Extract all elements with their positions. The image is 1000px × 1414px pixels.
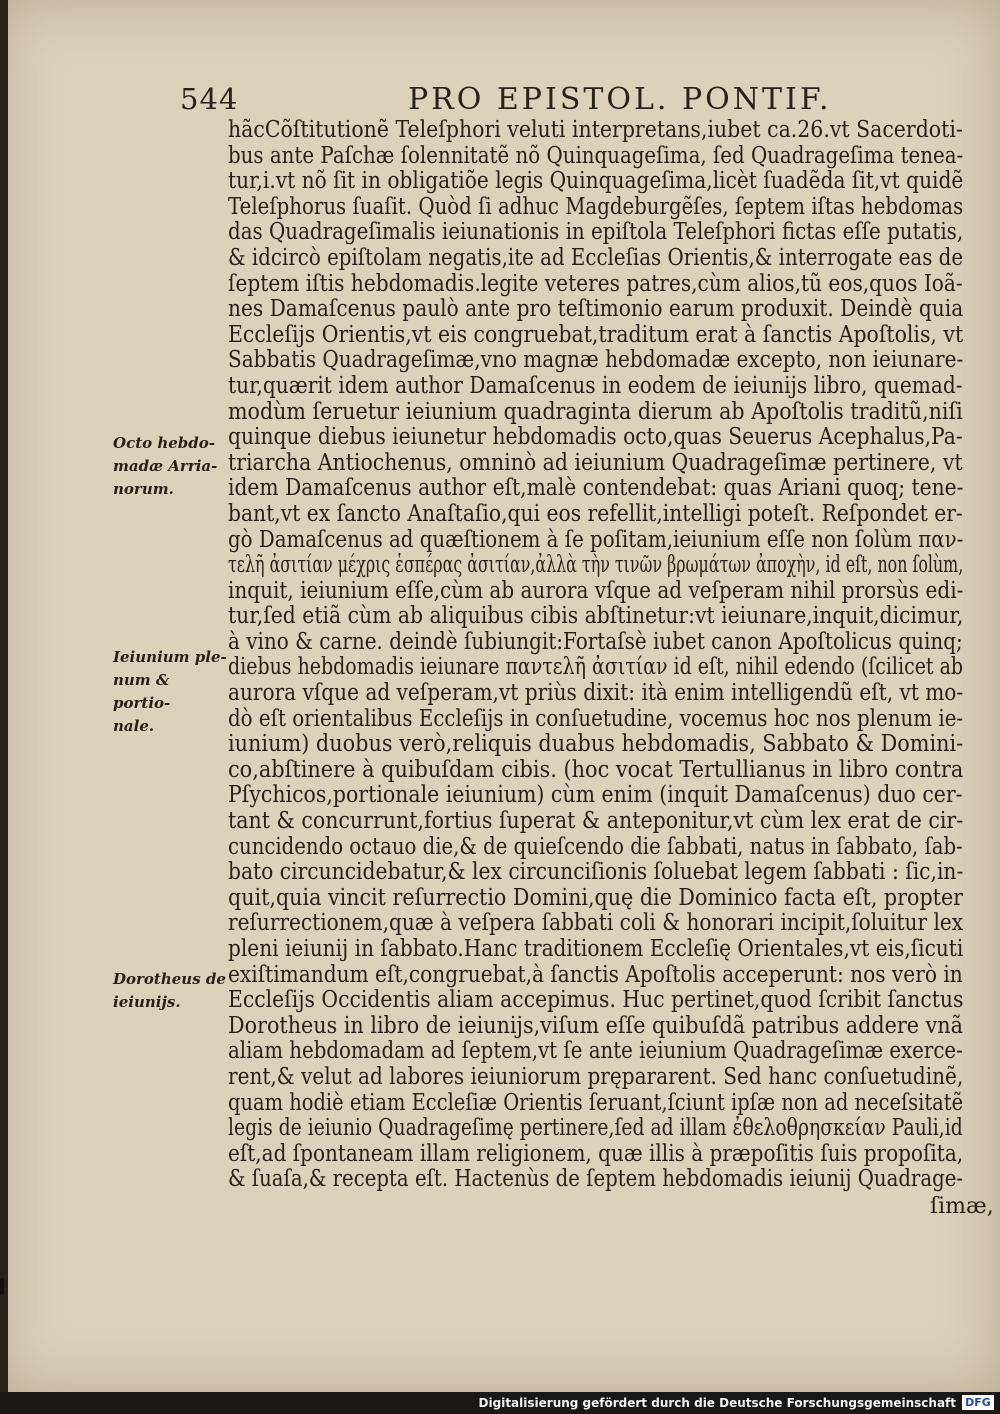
dfg-logo: DFG: [962, 1395, 994, 1410]
marginal-note-line: madæ Arria-: [113, 457, 218, 475]
text-line: Sabbatis Quadrageſimæ,vno magnæ hebdomadæ excepto, non ieiunare-: [228, 348, 963, 374]
text-line: quit,quia vincit reſurrectio Domini,quę die Dominico facta eſt, propter: [228, 885, 963, 911]
text-line: reſurrectionem,quæ à veſpera ſabbati coli & honorari incipit,ſoluitur lex: [228, 911, 963, 937]
text-line: & ſuaſa,& recepta eſt. Hactenùs de ſeptem hebdomadis ieiunij Quadrage-: [228, 1167, 963, 1193]
text-line: Teleſphorus ſuaſit. Quòd ſi adhuc Magdeburgẽſes, ſeptem iſtas hebdomas: [228, 194, 963, 220]
text-line: & idcircò epiſtolam negatis,ite ad Eccleſias Orientis,& interrogate eas de: [228, 245, 963, 271]
marginal-note-line: ieiunijs.: [113, 993, 181, 1011]
text-line: eſt,ad ſpontaneam illam religionem, quæ illis à præpoſitis ſuis propoſita,: [228, 1141, 963, 1167]
text-line: τελῆ ἀσιτίαν μέχρις ἑσπέρας ἀσιτίαν,ἀλλὰ τὴν τινῶν βρωμάτων ἀποχὴν, id eſt, non ſolùm,: [228, 553, 963, 579]
text-line: cuncidendo octauo die,& de quieſcendo die ſabbati, natus in ſabbato, ſab-: [228, 834, 963, 860]
text-line: dò eſt orientalibus Eccleſijs in conſuetudine, vocemus hoc nos plenum ie-: [228, 706, 963, 732]
text-line: exiſtimandum eſt,congruebat,à ſanctis Apoſtolis acceperunt: nos verò in: [228, 962, 963, 988]
marginal-note-line: nale.: [113, 717, 155, 735]
text-line: bant,vt ex ſancto Anaſtaſio,qui eos refellit,intelligi poteſt. Reſpondet er-: [228, 501, 963, 527]
text-line: tur,ſed etiã cùm ab aliquibus cibis abſtinetur:vt ieiunare,inquit,dicimur,: [228, 604, 963, 630]
text-line: Eccleſijs Occidentis aliam accepimus. Huc pertinet,quod ſcribit ſanctus: [228, 988, 963, 1014]
marginal-note-line: Octo hebdo-: [113, 434, 216, 452]
text-line: Pſychicos,portionale ieiunium) cùm enim (inquit Damaſcenus) duo cer-: [228, 783, 963, 809]
catchword: ſimæ,: [930, 1194, 994, 1219]
marginal-note-octo-hebdomadae: [113, 432, 231, 501]
text-line: iunium) duobus verò,reliquis duabus hebdomadis, Sabbato & Domini-: [228, 732, 963, 758]
text-line: idem Damaſcenus author eſt,malè contendebat: quas Ariani quoq; tene-: [228, 476, 963, 502]
main-text-block: [228, 118, 963, 1193]
marginal-note-dorotheus: [113, 968, 231, 1014]
text-line: à vino & carne. deindè ſubiungit:Fortaſsè iubet canon Apoſtolicus quinq;: [228, 629, 963, 655]
text-line: hãcCõſtitutionẽ Teleſphori veluti interpretans,iubet ca.26.vt Sacerdoti-: [228, 118, 963, 143]
funding-notice: Digitalisierung gefördert durch die Deutsche Forschungsgemeinschaft: [478, 1396, 956, 1410]
text-line: co,abſtinere à quibuſdam cibis. (hoc vocat Tertullianus in libro contra: [228, 757, 963, 783]
marginal-note-line: Ieiunium ple-: [113, 648, 227, 666]
text-line: tur,quærit idem author Damaſcenus in eodem de ieiunijs libro, quemad-: [228, 373, 963, 399]
text-line: gò Damaſcenus ad quæſtionem à ſe poſitam,ieiunium eſſe non ſolùm παν-: [228, 527, 963, 553]
marginal-note-line: norum.: [113, 480, 174, 498]
text-line: Eccleſijs Orientis,vt eis congruebat,traditum erat à ſanctis Apoſtolis, vt: [228, 322, 963, 348]
text-line: quinque diebus ieiunetur hebdomadis octo,quas Seuerus Acephalus,Pa-: [228, 425, 963, 451]
text-line: tur,i.vt nõ ſit in obligatiõe legis Quinquageſima,licèt ſuadẽda ſit,vt quidẽ: [228, 169, 963, 195]
text-line: ſeptem iſtis hebdomadis.legite veteres patres,cùm alios,tũ eos,quos Ioã-: [228, 271, 963, 297]
text-line: rent,& velut ad labores ieiuniorum prępararent. Sed hanc conſuetudinẽ,: [228, 1064, 963, 1090]
marginal-note-line: Dorotheus de: [113, 970, 226, 988]
digitization-footer: [0, 1392, 1000, 1414]
text-line: das Quadrageſimalis ieiunationis in epiſtola Teleſphori fictas eſſe putatis,: [228, 220, 963, 246]
text-line: quam hodiè etiam Eccleſiæ Orientis ſeruant,ſciunt ipſæ non ad neceſsitatẽ: [228, 1090, 963, 1116]
running-head: PRO EPISTOL. PONTIF.: [408, 82, 832, 117]
text-line: nes Damaſcenus paulò ante pro teſtimonio earum produxit. Deindè quia: [228, 297, 963, 323]
text-line: triarcha Antiochenus, omninò ad ieiunium Quadrageſimæ pertinere, vt: [228, 450, 963, 476]
marginal-note-line: num & portio-: [113, 671, 171, 712]
text-line: inquit, ieiunium eſſe,cùm ab aurora vſque ad veſperam nihil prorsùs edi-: [228, 578, 963, 604]
text-line: diebus hebdomadis ieiunare παντελῆ ἀσιτίαν id eſt, nihil edendo (ſcilicet ab: [228, 655, 963, 681]
text-line: bus ante Paſchæ ſolennitatẽ nõ Quinquageſima, ſed Quadrageſima tenea-: [228, 143, 963, 169]
text-line: legis de ieiunio Quadrageſimę pertinere,ſed ad illam ἐθελοθρησκείαν Pauli,id: [228, 1116, 963, 1142]
text-line: tant & concurrunt,fortius ſuperat & anteponitur,vt cùm lex erat de cir-: [228, 809, 963, 835]
text-line: pleni ieiunij in ſabbato.Hanc traditionem Eccleſię Orientales,vt eis,ſicuti: [228, 937, 963, 962]
page-header: [180, 80, 960, 120]
text-line: Dorotheus in libro de ieiunijs,viſum eſſe quibuſdã patribus addere vnã: [228, 1013, 963, 1039]
marginal-note-ieiunium-plenum: [113, 646, 231, 738]
text-line: bato circuncidebatur,& lex circunciſionis ſoluebat legem ſabbati : ſic,in-: [228, 860, 963, 886]
gutter-mark: [0, 1278, 4, 1294]
binding-gutter: [0, 0, 8, 1392]
page-number: 544: [180, 82, 239, 116]
text-line: aurora vſque ad veſperam,vt priùs dixit: ità enim intelligendũ eſt, vt mo-: [228, 681, 963, 707]
text-line: modùm ſeruetur ieiunium quadraginta dierum ab Apoſtolis traditũ,niſi: [228, 399, 963, 425]
text-line: aliam hebdomadam ad ſeptem,vt ſe ante ieiunium Quadrageſimæ exerce-: [228, 1039, 963, 1065]
